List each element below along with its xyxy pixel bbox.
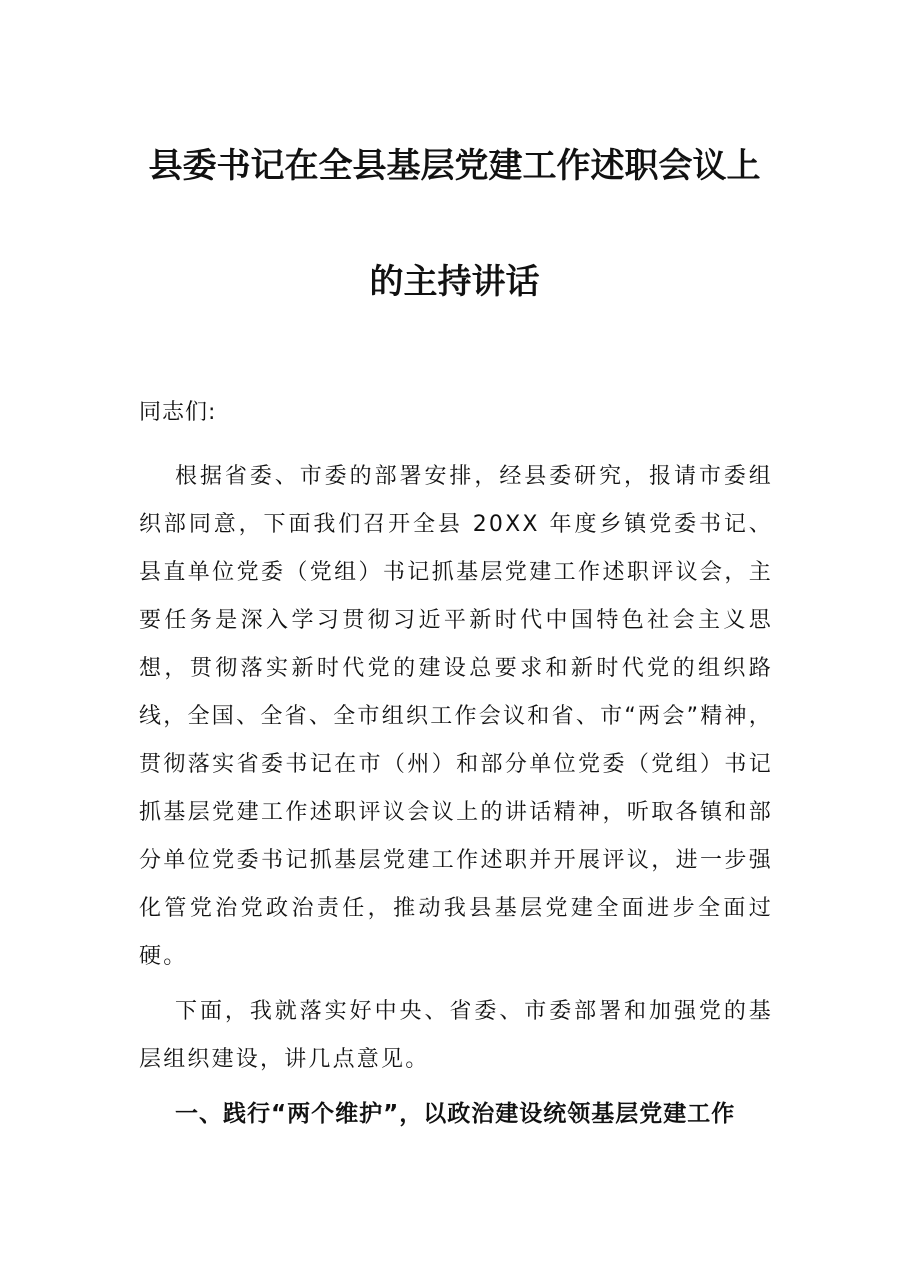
salutation: 同志们: <box>139 400 217 425</box>
section-heading: 一、践行“两个维护”，以政治建设统领基层党建工作 <box>175 1101 736 1127</box>
document-title-line-1: 县委书记在全县基层党建工作述职会议上 <box>148 146 761 186</box>
document-title-line-2: 的主持讲话 <box>369 262 540 302</box>
body-paragraph: 根据省委、市委的部署安排，经县委研究，报请市委组织部同意，下面我们召开全县 20XX 年度乡镇党委书记、县直单位党委（党组）书记抓基层党建工作述职评议会，主要任务是深入学习贯彻习近平新时代中国特色社会主义思想，贯彻落实新时代党的建设总要求和新时代党的组织路线，全国、全省、全市组织工作会议和省、市“两会”精神，贯彻落实省委书记在市（州）和部分单位党委（党组）书记抓基层党建工作述职评议会议上的讲话精神，听取各镇和部分单位党委书记抓基层党建工作述职并开展评议，进一步强化管党治党政治责任，推动我县基层党建全面进步全面过硬。 <box>139 464 773 969</box>
body-paragraph: 下面，我就落实好中央、省委、市委部署和加强党的基层组织建设，讲几点意见。 <box>139 999 773 1072</box>
